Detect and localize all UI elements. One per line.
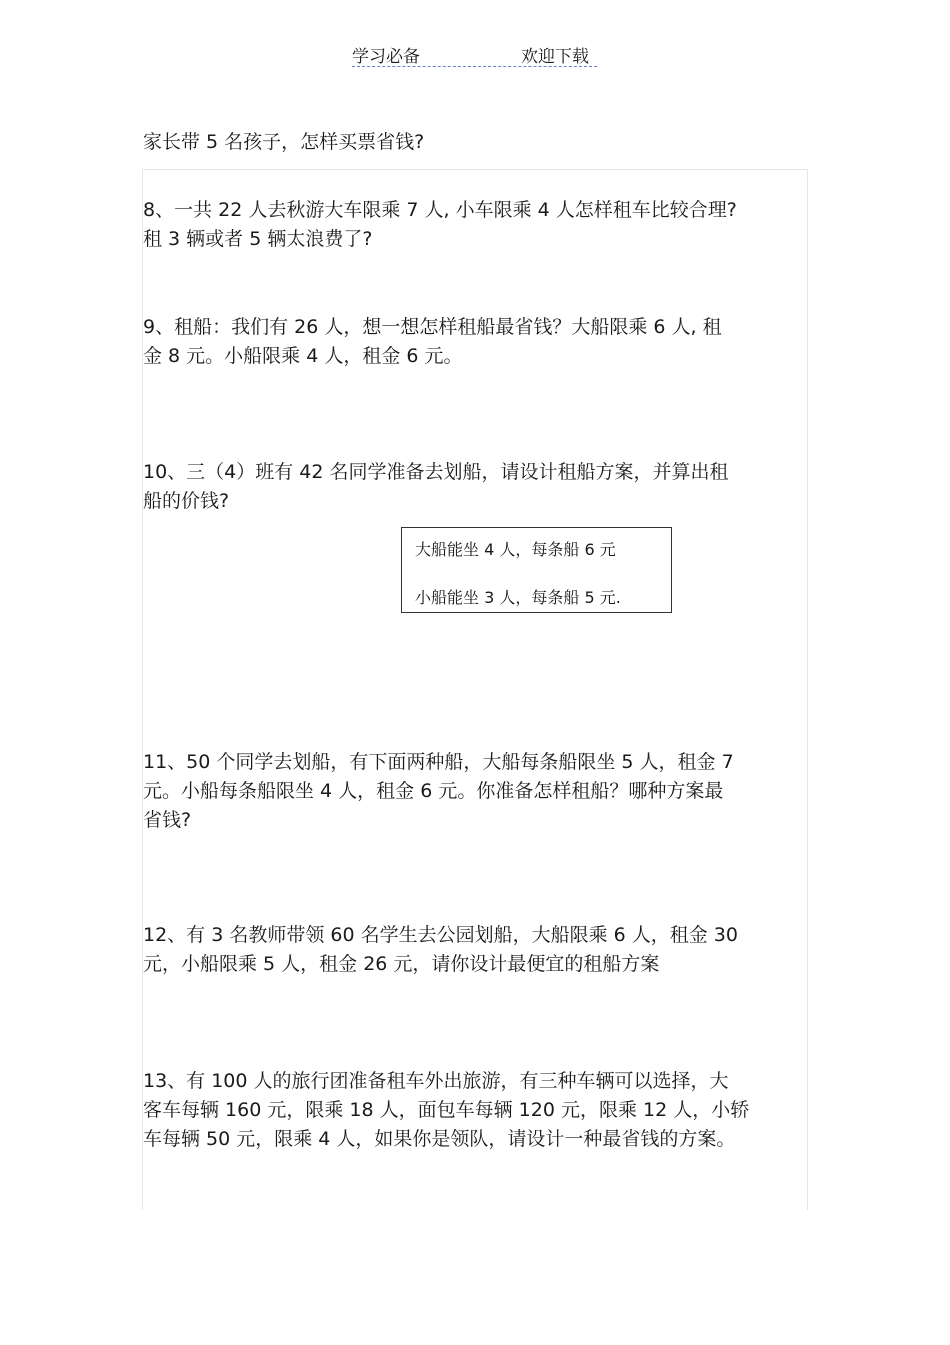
question-line: 10、三（4）班有 42 名同学准备去划船，请设计租船方案，并算出租 bbox=[143, 461, 729, 483]
boat-info-small: 小船能坐 3 人，每条船 5 元. bbox=[415, 588, 621, 607]
header-right-text: 欢迎下载 bbox=[521, 47, 589, 67]
header-left-text: 学习必备 bbox=[352, 47, 420, 67]
question-line: 客车每辆 160 元，限乘 18 人，面包车每辆 120 元，限乘 12 人，小轿 bbox=[143, 1099, 750, 1121]
question-line: 金 8 元。小船限乘 4 人，租金 6 元。 bbox=[143, 345, 463, 367]
intro-question-text: 家长带 5 名孩子，怎样买票省钱? bbox=[143, 131, 425, 153]
question-line: 元。小船每条船限坐 4 人，租金 6 元。你准备怎样租船？哪种方案最 bbox=[143, 780, 724, 802]
question-12 bbox=[143, 921, 811, 979]
question-line: 省钱? bbox=[143, 809, 192, 831]
question-10 bbox=[143, 458, 811, 516]
question-line: 元，小船限乘 5 人，租金 26 元，请你设计最便宜的租船方案 bbox=[143, 953, 660, 975]
question-line: 9、租船：我们有 26 人，想一想怎样租船最省钱？大船限乘 6 人, 租 bbox=[143, 316, 722, 338]
question-9 bbox=[143, 313, 811, 371]
question-8 bbox=[143, 196, 811, 254]
question-line: 11、50 个同学去划船，有下面两种船，大船每条船限坐 5 人，租金 7 bbox=[143, 751, 734, 773]
question-line: 13、有 100 人的旅行团准备租车外出旅游，有三种车辆可以选择，大 bbox=[143, 1070, 729, 1092]
question-line: 船的价钱? bbox=[143, 490, 230, 512]
question-11 bbox=[143, 748, 811, 835]
question-13 bbox=[143, 1067, 811, 1154]
question-line: 8、一共 22 人去秋游大车限乘 7 人, 小车限乘 4 人怎样租车比较合理? bbox=[143, 199, 737, 221]
question-line: 车每辆 50 元，限乘 4 人，如果你是领队，请设计一种最省钱的方案。 bbox=[143, 1128, 736, 1150]
question-line: 12、有 3 名教师带领 60 名学生去公园划船，大船限乘 6 人，租金 30 bbox=[143, 924, 738, 946]
question-line: 租 3 辆或者 5 辆太浪费了? bbox=[143, 228, 373, 250]
boat-info-box bbox=[401, 527, 672, 613]
boat-info-big: 大船能坐 4 人，每条船 6 元 bbox=[415, 540, 616, 559]
page-header bbox=[352, 40, 597, 67]
